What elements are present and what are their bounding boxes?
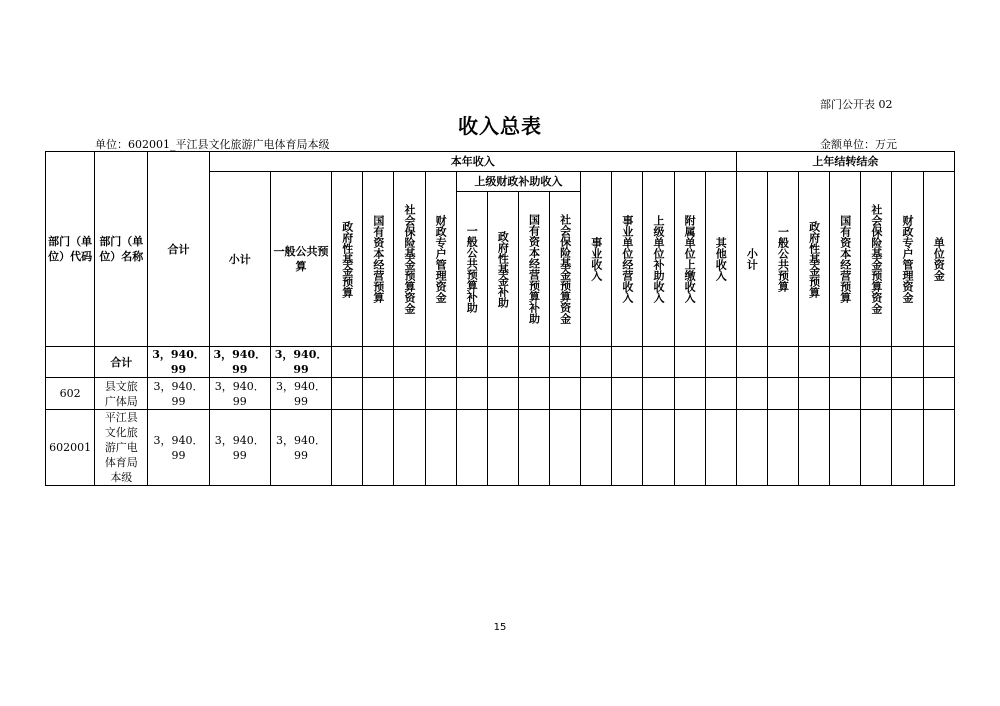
col-affiliated-remit: 附属单位上缴收入 (674, 172, 705, 347)
row-name: 平江县文化旅游广电体育局本级 (95, 410, 148, 486)
income-table (45, 151, 955, 486)
doc-tag: 部门公开表 02 (820, 98, 893, 111)
col-state-capital: 国有资本经营预算 (363, 172, 394, 347)
col-special-fund: 财政专户管理资金 (425, 172, 456, 347)
col-business-income: 事业收入 (581, 172, 612, 347)
table-row (46, 347, 955, 378)
col-dept-code: 部门（单位）代码 (46, 152, 95, 347)
col-superior-grant: 上级单位补助收入 (643, 172, 674, 347)
col-superior-subsidy: 上级财政补助收入 (456, 172, 581, 192)
row-total: 3，940．99 (148, 378, 209, 410)
table-row (46, 378, 955, 410)
col-co-unit-fund: 单位资金 (923, 172, 954, 347)
row-name: 县文旅广体局 (95, 378, 148, 410)
row-name: 合计 (95, 347, 148, 378)
row-subtotal: 3，940．99 (209, 378, 270, 410)
row-code (46, 347, 95, 378)
col-co-gov-fund: 政府性基金预算 (799, 172, 830, 347)
col-co-special: 财政专户管理资金 (892, 172, 923, 347)
col-current-year: 本年收入 (209, 152, 736, 172)
col-co-subtotal: 小计 (736, 172, 767, 347)
row-code: 602 (46, 378, 95, 410)
col-carryover: 上年结转结余 (736, 152, 954, 172)
row-subtotal: 3，940．99 (209, 347, 270, 378)
col-dept-name: 部门（单位）名称 (95, 152, 148, 347)
col-sup-gov-fund: 政府性基金补助 (487, 192, 518, 347)
col-social-insurance: 社会保险基金预算资金 (394, 172, 425, 347)
col-subtotal: 小计 (209, 172, 270, 347)
col-co-state-capital: 国有资本经营预算 (830, 172, 861, 347)
table-row (46, 410, 955, 486)
col-general-budget: 一般公共预算 (270, 172, 331, 347)
col-gov-fund: 政府性基金预算 (332, 172, 363, 347)
col-operating-income: 事业单位经营收入 (612, 172, 643, 347)
page-title: 收入总表 (458, 114, 542, 138)
row-general: 3，940．99 (270, 347, 331, 378)
row-total: 3，940．99 (148, 347, 209, 378)
col-co-social: 社会保险基金预算资金 (861, 172, 892, 347)
page-number: 15 (493, 622, 507, 633)
row-subtotal: 3，940．99 (209, 410, 270, 486)
col-sup-social: 社会保险基金预算资金 (550, 192, 581, 347)
col-total: 合计 (148, 152, 209, 347)
row-general: 3，940．99 (270, 410, 331, 486)
unit-label: 单位：602001_平江县文化旅游广电体育局本级 (95, 138, 330, 151)
row-total: 3，940．99 (148, 410, 209, 486)
col-other-income: 其他收入 (705, 172, 736, 347)
row-code: 602001 (46, 410, 95, 486)
col-sup-general: 一般公共预算补助 (456, 192, 487, 347)
col-sup-state-capital: 国有资本经营预算补助 (518, 192, 549, 347)
col-co-general: 一般公共预算 (767, 172, 798, 347)
row-general: 3，940．99 (270, 378, 331, 410)
amount-unit: 金额单位：万元 (820, 138, 897, 151)
